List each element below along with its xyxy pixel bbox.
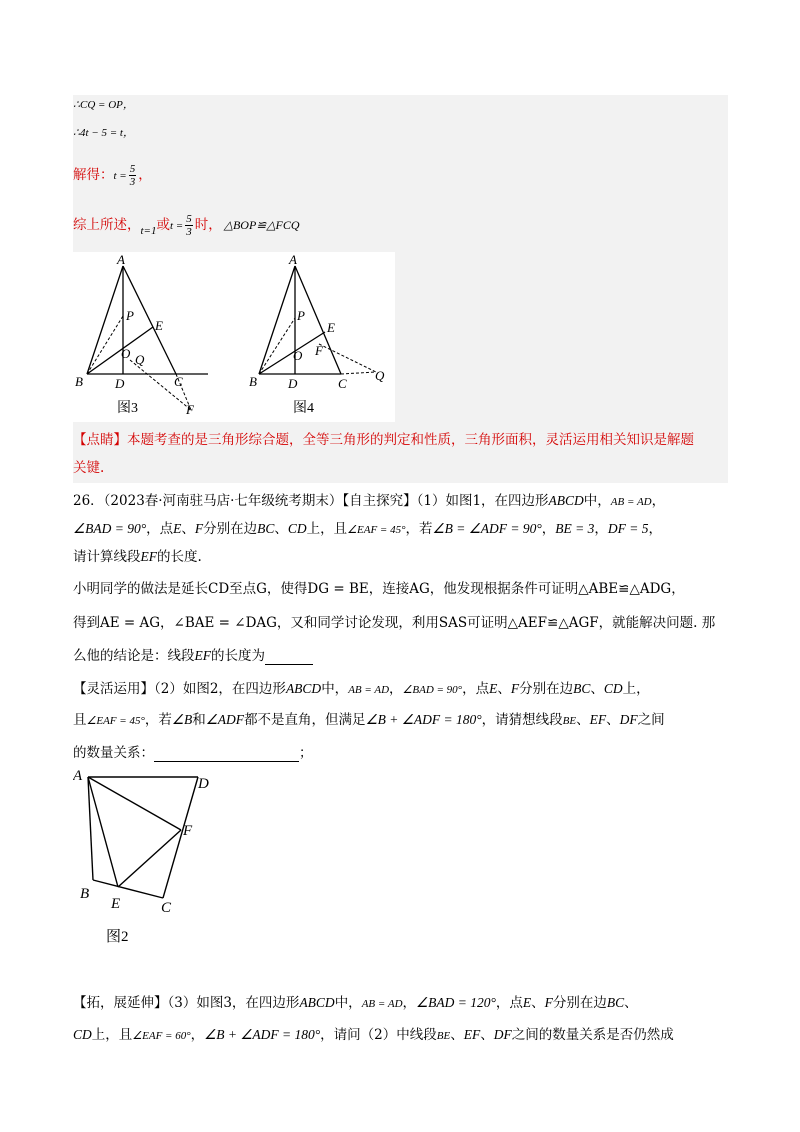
fig4-label-c: C [338,376,347,391]
text-span: △BOP≌△FCQ [223,218,300,232]
text-span: 解得： [73,167,114,183]
text-span: ，点 [462,681,490,697]
text-span: 请计算线段 [73,549,141,565]
fig2-label-e: E [111,896,121,912]
text-span: ， [651,493,666,509]
problem-line-1 [73,492,665,511]
text-span: E [489,681,498,696]
text-span: AB = AD [348,684,390,696]
text-span: 【点睛】本题考查的是三角形综合题，全等三角形的判定和性质，三角形面积，灵活运用相关知识是解题 [73,432,694,448]
text-span: 且 [73,712,87,728]
text-span: 5 [129,163,136,175]
text-span: CD [287,521,307,536]
solution-line-1 [73,96,134,114]
text-span: 小明同学的做法是延长CD至点G，使得DG = BE，连接AG，他发现根据条件可证明△ABE≌△ADG， [73,581,685,597]
fig3-label-a: A [117,252,125,267]
text-span: 中， [583,493,611,509]
fig4-label-q: Q [375,368,385,383]
text-span: 分别在边 [552,995,607,1011]
text-span: 、 [497,681,511,697]
text-span: 、 [606,712,620,728]
text-span: EF [589,712,607,727]
text-span: EF [140,549,157,564]
text-span: ； [299,745,313,761]
problem-line-6 [73,647,313,665]
text-span: ，请猜想线段 [481,712,563,728]
text-span: 上，且 [306,521,348,537]
text-span: ， [138,167,152,183]
text-span: 5 [186,213,192,225]
text-span: 3 [186,226,192,238]
fig2-label-b: B [80,886,90,902]
text-span: BE [562,715,577,727]
text-span: DF [493,1027,512,1042]
text-span: BE [436,1030,451,1042]
text-span: ， [402,995,417,1011]
text-span: 分别在边 [203,521,258,537]
text-span: 、 [576,712,590,728]
fig2-label-c: C [161,900,172,916]
text-span: EF [194,648,211,663]
text-span: 上， [622,681,650,697]
text-span: ∠EAF = 45° [86,715,145,727]
text-span: 关键. [73,460,105,476]
fig2-label-f: F [183,823,193,839]
text-span: ∠BAD = 90° [73,521,147,536]
text-span: 时， [194,217,222,233]
fig2-label-a: A [73,768,83,784]
text-span: ∴CQ = OP， [73,99,134,111]
problem-line-3 [73,548,202,566]
text-span: 综上所述， [73,217,141,233]
fig4-label-p: P [297,308,305,323]
text-span: 3 [129,176,136,188]
text-span: ∠ADF [205,712,245,727]
text-span: ， [389,681,403,697]
text-span: ∠BAD = 120° [416,995,496,1010]
text-span: 中， [321,681,349,697]
fig3-label-p: P [126,308,134,323]
text-span: 之间 [637,712,665,728]
text-span: 【灵活运用】（2）如图2，在四边形 [73,681,286,697]
text-span: t = [113,170,127,182]
text-span: EF [463,1027,481,1042]
text-span: ∠B + ∠ADF = 180° [365,712,482,727]
text-span: 都不是直角，但满足 [244,712,366,728]
text-span: 、 [181,521,195,537]
text-span: ABCD [285,681,322,696]
solution-line-4 [73,213,300,238]
fig3-label-f: F [186,402,194,417]
problem-line-4 [73,580,685,598]
fig3-label-q: Q [135,352,145,367]
text-span: 、 [624,995,638,1011]
fig3-caption: 图3 [117,401,138,416]
text-span: ，若 [144,712,172,728]
text-span: 26．（2023春·河南驻马店·七年级统考期末）【自主探究】（1）如图1，在四边形 [73,493,549,509]
fig3-label-e: E [155,318,163,333]
text-span: ，点 [146,521,174,537]
problem-line-8 [73,711,665,730]
fig2-caption: 图2 [106,929,129,945]
text-span: 的数量关系： [73,745,154,761]
problem-line-5 [73,614,715,632]
text-span: F [544,995,553,1010]
text-span: 之间的数量关系是否仍然成 [511,1027,674,1043]
text-span: ，点 [495,995,523,1011]
text-span: BE = 3 [555,521,595,536]
text-span: 【拓，展延伸】（3）如图3，在四边形 [73,995,300,1011]
text-span: DF [619,712,638,727]
figures-3-4 [73,252,395,422]
text-span: 、 [450,1027,464,1043]
text-span: CD [73,1027,92,1042]
problem-line-2 [73,520,662,539]
fig4-label-d: D [288,376,298,391]
problem-line-9 [73,744,313,762]
fig2-seg-cd [163,777,198,898]
text-span: 、 [480,1027,494,1043]
text-span: ∠BAD = 90° [402,684,463,696]
text-span: AB = AD [361,998,403,1010]
text-span: 、 [531,995,545,1011]
fig4-label-f: F [315,343,323,358]
text-span: ∴4t − 5 = t， [73,127,134,139]
fig4-label-a: A [289,252,297,267]
text-span: ， [648,521,663,537]
text-span: ∠B = ∠ADF = 90° [432,521,542,536]
text-span: DF = 5 [607,521,649,536]
problem-line-11 [73,1026,674,1045]
fig2-seg-ef [118,830,181,887]
text-span: ∠EAF = 45° [347,524,406,536]
text-span: ，若 [405,521,433,537]
text-span: E [522,995,532,1010]
problem-line-7 [73,680,650,699]
text-span: CD [603,681,623,696]
text-span: ∠B [171,712,193,727]
text-span: 和 [192,712,206,728]
answer-blank-2[interactable] [154,747,299,762]
text-span: ， [541,521,556,537]
text-span: 的长度. [157,549,202,565]
comment-line-2 [73,459,104,477]
text-span: AB = AD [610,496,652,508]
comment-line-1 [73,431,694,449]
text-span: 的长度为 [211,648,265,664]
text-span: BC [573,681,591,696]
text-span: 上，且 [91,1027,133,1043]
text-span: t=1 [140,225,157,237]
text-span: 、 [590,681,604,697]
fig3-label-o: O [121,346,131,361]
text-span: ∠EAF = 60° [132,1030,191,1042]
problem-line-10 [73,994,638,1013]
text-span: 中， [334,995,362,1011]
text-span: 得到AE = AG，∠BAE = ∠DAG，又和同学讨论发现，利用SAS可证明△AEF≌△AGF，就能解决问题. 那 [73,615,716,631]
fig3-label-b: B [75,374,83,389]
text-span: 、 [274,521,288,537]
text-span: F [510,681,520,696]
text-span: BC [257,521,275,536]
solution-line-2 [73,124,134,142]
text-span: ， [190,1027,205,1043]
text-span: t = [169,220,184,232]
text-span: E [173,521,182,536]
fig4-label-o: O [293,348,303,363]
text-span: ABCD [299,995,335,1010]
text-span: ABCD [548,493,584,508]
text-span: F [194,521,204,536]
fig4-caption: 图4 [293,401,314,416]
fig4-label-e: E [327,320,335,335]
text-span: BC [606,995,625,1010]
text-span: 或 [156,217,170,233]
fig3-label-c: C [174,374,183,389]
figure-2 [73,768,233,948]
fig2-seg-bc [93,880,163,898]
fig4-label-b: B [249,374,257,389]
text-span: ，请问（2）中线段 [320,1027,437,1043]
fig2-seg-af [88,777,181,830]
text-span: 么他的结论是：线段 [73,648,195,664]
text-span: ， [594,521,608,537]
solution-line-3 [73,163,152,188]
text-span: ∠B + ∠ADF = 180° [204,1027,321,1042]
fig2-label-d: D [198,776,209,792]
text-span: 分别在边 [519,681,574,697]
answer-blank-1[interactable] [265,650,313,665]
fig3-label-d: D [115,376,125,391]
